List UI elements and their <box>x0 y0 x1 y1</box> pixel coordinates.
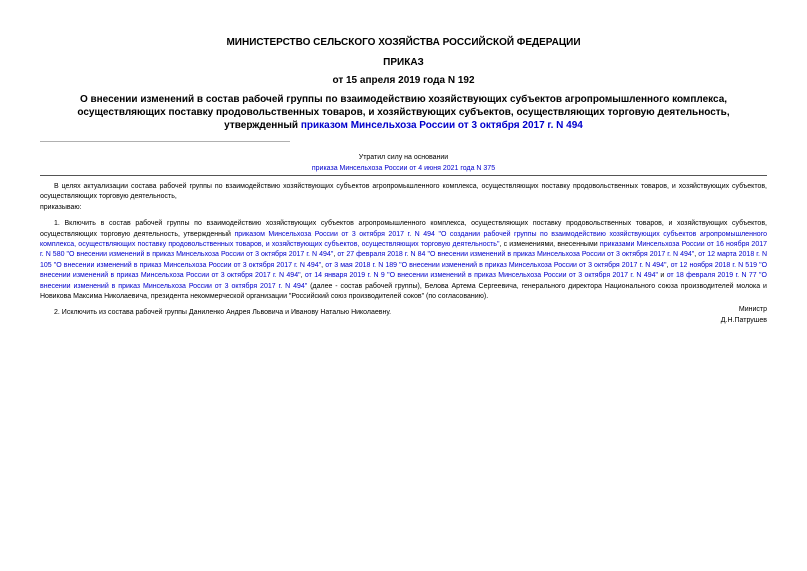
order-date: от 15 апреля 2019 года N 192 <box>332 75 475 86</box>
p1-link-7[interactable]: от 14 января 2019 г. N 9 "О внесении изменений в приказ Минсельхоза России от 3 октября 2017 г. N 494" <box>304 272 659 280</box>
order-label: ПРИКАЗ <box>383 57 424 68</box>
p1-text-f: , <box>666 261 669 269</box>
p1-link-8[interactable]: от 18 февраля 2019 г. N 77 "О внесении изменений в приказ Минсельхоза России от 3 октября 2017 г. N 494" <box>40 272 767 290</box>
p1-link-2[interactable]: приказами Минсельхоза России от 16 ноября 2017 г. N 580 "О внесении изменений в приказ Минсельхоза России от 3 октября 2017 г. N 494" <box>40 241 767 259</box>
p1-text-g: , <box>300 272 303 280</box>
signature-position: Министр <box>738 306 767 313</box>
paragraph-2: 2. Исключить из состава рабочей группы Даниленко Андрея Львовича и Иванову Наталью Николаевну. <box>54 309 392 317</box>
intro-paragraph: В целях актуализации состава рабочей группы по взаимодействию хозяйствующих субъектов агропромышленного комплекса, осуществляющих поставку продовольственных товаров, и хозяйствующих субъектов, осуществляющих торговую деятельность, <box>40 183 767 201</box>
ministry-heading: МИНИСТЕРСТВО СЕЛЬСКОГО ХОЗЯЙСТВА РОССИЙСКОЙ ФЕДЕРАЦИИ <box>226 37 581 48</box>
signature-name: Д.Н.Патрушев <box>720 316 767 324</box>
status-block <box>0 152 807 174</box>
paragraph-1 <box>40 219 767 302</box>
p1-link-3[interactable]: от 27 февраля 2018 г. N 84 "О внесении изменений в приказ Минсельхоза России от 3 октября 2017 г. N 494" <box>337 251 695 259</box>
p1-link-1[interactable]: приказом Минсельхоза России от 3 октября 2017 г. N 494 "О создании рабочей группы по взаимодействию хозяйствующих субъектов агропромышленного комплекса, осуществляющих поставку продовольственных товаров, и хозяйствующих субъектов, осуществляющих торговую деятельность" <box>40 230 767 249</box>
p1-text-e: , <box>321 261 324 269</box>
p1-link-4[interactable]: от 12 марта 2018 г. N 105 "О внесении изменений в приказ Минсельхоза России от 3 октября 2017 г. N 494" <box>40 251 768 269</box>
p1-text-d: , <box>694 251 697 259</box>
signature-block <box>721 305 767 326</box>
separator-line <box>40 141 290 142</box>
document-body <box>40 182 767 319</box>
document-title <box>40 93 767 132</box>
p1-link-6[interactable]: от 12 ноября 2018 г. N 519 "О внесении изменений в приказ Минсельхоза России от 3 октября 2017 г. N 494" <box>40 261 768 280</box>
title-text: О внесении изменений в состав рабочей группы по взаимодействию хозяйствующих субъектов агропромышленного комплекса, осуществляющих поставку продовольственных товаров, и хозяйствующих субъектов, осуществляющих торговую деятельность, утвержденный <box>77 94 730 131</box>
divider <box>40 175 767 176</box>
title-link[interactable]: приказом Минсельхоза России от 3 октября 2017 г. N 494 <box>300 120 583 131</box>
p1-text-c: , <box>333 251 336 259</box>
void-text: Утратил силу на основании <box>358 154 449 161</box>
p1-text-h: и <box>660 272 665 280</box>
resolve-paragraph: приказываю: <box>40 203 82 211</box>
void-link[interactable]: приказа Минсельхоза России от 4 июня 2021 года N 375 <box>311 165 496 172</box>
p1-text-i: (далее - состав рабочей группы), Белова Артема Сергеевича, генерального директора Национального союза производителей молока и Новикова Максима Николаевича, президента некоммерческой организации "Российский союз производителей соков" (по согласованию). <box>40 282 767 301</box>
p1-text-b: , с изменениями, внесенными <box>499 241 598 249</box>
p1-link-5[interactable]: от 3 мая 2018 г. N 189 "О внесении изменений в приказ Минсельхоза России от 3 октября 2017 г. N 494" <box>325 261 667 269</box>
p1-text-a: 1. Включить в состав рабочей группы по взаимодействию хозяйствующих субъектов агропромышленного комплекса, осуществляющих поставку продовольственных товаров, и хозяйствующих субъектов, осуществляющих торговую деятельность, утвержденный <box>40 220 767 238</box>
